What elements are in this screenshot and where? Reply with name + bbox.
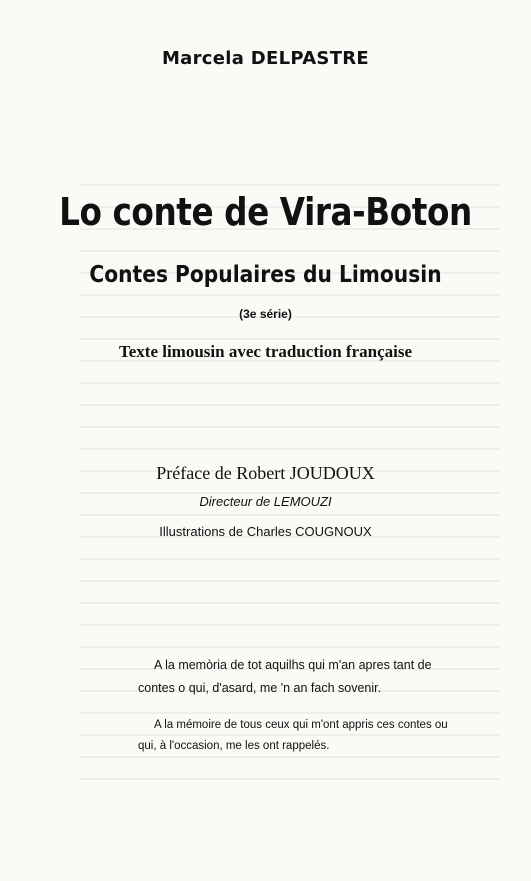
book-title: Lo conte de Vira-Boton [59, 190, 472, 234]
series-label: (3e série) [239, 307, 292, 321]
language-note: Texte limousin avec traduction française [118, 342, 413, 361]
author-name: Marcela DELPASTRE [161, 48, 370, 69]
dedication-french [138, 715, 498, 757]
dedication-french-line: A la mémoire de tous ceux qui m'ont appris ces contes ou [154, 719, 448, 731]
book-subtitle: Contes Populaires du Limousin [89, 262, 442, 288]
director-credit: Directeur de LEMOUZI [199, 494, 332, 509]
preface-credit: Préface de Robert JOUDOUX [156, 463, 375, 483]
dedication-occitan-line: A la memòria de tot aquilhs qui m'an apres tant de [154, 658, 432, 672]
dedication-french-line: qui, à l'occasion, me les ont rappelés. [138, 740, 330, 752]
dedication-occitan-line: contes o qui, d'asard, me 'n an fach sovenir. [138, 681, 382, 695]
dedication-occitan [138, 654, 498, 700]
illustrations-credit: Illustrations de Charles COUGNOUX [159, 524, 372, 539]
